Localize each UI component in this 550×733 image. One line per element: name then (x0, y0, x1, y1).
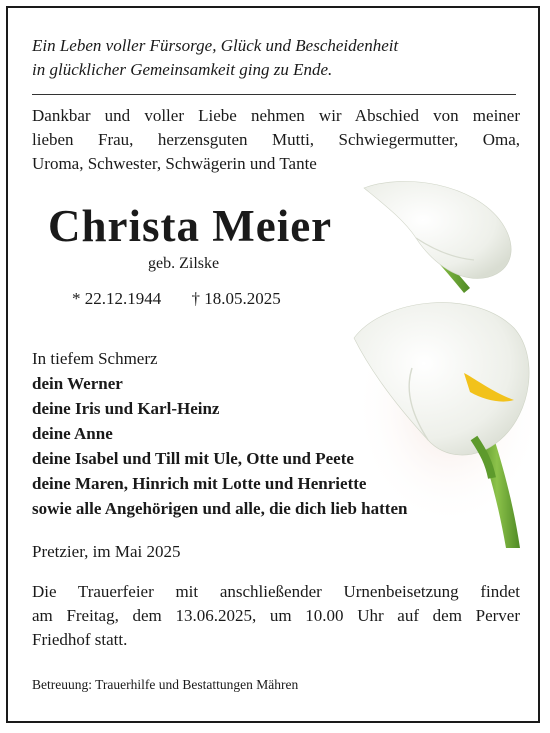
mourner-line: deine Anne (32, 424, 113, 443)
mourner-line: deine Iris und Karl-Heinz (32, 399, 220, 418)
deceased-name: Christa Meier (48, 201, 333, 251)
ceremony-notice (32, 580, 520, 652)
death-date: † 18.05.2025 (191, 289, 281, 308)
intro-text (32, 104, 520, 176)
motto-line: Ein Leben voller Fürsorge, Glück und Bescheidenheit (32, 36, 399, 55)
intro-line: lieben Frau, herzensguten Mutti, Schwiegermutter, Oma, (32, 130, 520, 149)
intro-line: Dankbar und voller Liebe nehmen wir Abschied von meiner (32, 106, 520, 125)
ceremony-line: Friedhof statt. (32, 630, 128, 649)
mourner-line: dein Werner (32, 374, 123, 393)
life-dates (72, 288, 281, 310)
ceremony-line: Die Trauerfeier mit anschließender Urnenbeisetzung findet (32, 582, 520, 601)
divider (32, 94, 516, 95)
obituary-card (6, 6, 540, 723)
mourners-intro: In tiefem Schmerz (32, 349, 158, 368)
mourner-line: sowie alle Angehörigen und alle, die dich lieb hatten (32, 499, 408, 518)
funeral-service-credit: Betreuung: Trauerhilfe und Bestattungen Mähren (32, 677, 299, 692)
mourner-line: deine Isabel und Till mit Ule, Otte und Peete (32, 449, 354, 468)
place-date: Pretzier, im Mai 2025 (32, 542, 181, 561)
intro-line: Uroma, Schwester, Schwägerin und Tante (32, 154, 317, 173)
birth-name: geb. Zilske (148, 255, 220, 272)
motto (32, 34, 512, 82)
mourner-line: deine Maren, Hinrich mit Lotte und Henriette (32, 474, 367, 493)
ceremony-line: am Freitag, dem 13.06.2025, um 10.00 Uhr auf dem Perver (32, 606, 520, 625)
mourners-list (32, 346, 532, 521)
motto-line: in glücklicher Gemeinsamkeit ging zu Ende. (32, 60, 333, 79)
birth-date: * 22.12.1944 (72, 289, 162, 308)
